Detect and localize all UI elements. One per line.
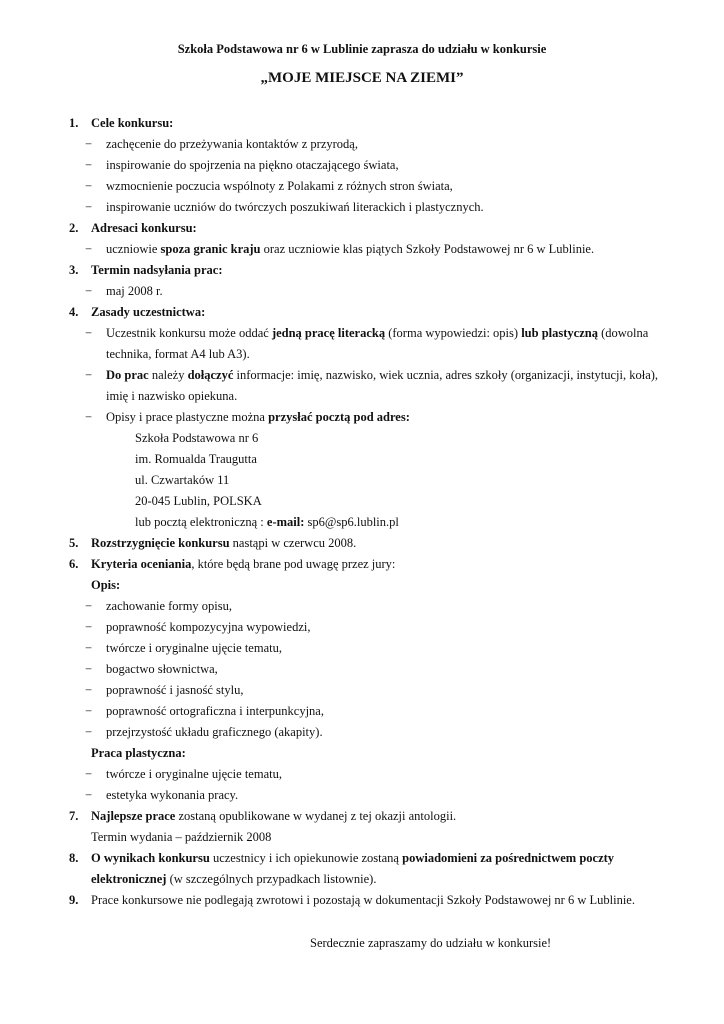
bullet-dash: − — [85, 179, 93, 193]
list-item: inspirowanie do spojrzenia na piękno otaczającego świata, — [106, 158, 399, 172]
rule-paragraph-2: Do prac należy dołączyć informacje: imię, nazwisko, wiek ucznia, adres szkoły (organizacji, instytucji, koła), — [106, 368, 659, 382]
section-4-heading: Zasady uczestnictwa: — [91, 305, 206, 319]
bullet-dash: − — [85, 326, 93, 340]
list-item: twórcze i oryginalne ujęcie tematu, — [106, 641, 282, 655]
section-9-number: 9. — [69, 893, 79, 907]
bullet-dash: − — [85, 767, 93, 781]
section-7-number: 7. — [69, 809, 79, 823]
bullet-dash: − — [85, 200, 93, 214]
intro-line: Szkoła Podstawowa nr 6 w Lublinie zaprasza do udziału w konkursie — [177, 42, 547, 56]
list-item: wzmocnienie poczucia wspólnoty z Polakami z różnych stron świata, — [106, 179, 453, 193]
list-item: maj 2008 r. — [106, 284, 163, 298]
section-1-heading: Cele konkursu: — [91, 116, 174, 130]
section-2-number: 2. — [69, 221, 79, 235]
section-1-number: 1. — [69, 116, 79, 130]
bullet-dash: − — [85, 599, 93, 613]
bullet-dash: − — [85, 788, 93, 802]
closing-line: Serdecznie zapraszamy do udziału w konkursie! — [310, 936, 552, 950]
bullet-dash: − — [85, 284, 93, 298]
rule-paragraph-3: Opisy i prace plastyczne można przysłać pocztą pod adres: — [106, 410, 410, 424]
bullet-dash: − — [85, 725, 93, 739]
bullet-dash: − — [85, 641, 93, 655]
list-item: bogactwo słownictwa, — [106, 662, 218, 676]
section-9-text: Prace konkursowe nie podlegają zwrotowi i pozostają w dokumentacji Szkoły Podstawowej nr 6 w Lublinie. — [91, 893, 635, 907]
list-item: uczniowie spoza granic kraju oraz uczniowie klas piątych Szkoły Podstawowej nr 6 w Lublinie. — [106, 242, 595, 256]
section-6-text: Kryteria oceniania, które będą brane pod uwagę przez jury: — [91, 557, 396, 571]
section-4-number: 4. — [69, 305, 79, 319]
rule-paragraph-1-cont: technika, format A4 lub A3). — [106, 347, 250, 361]
list-item: twórcze i oryginalne ujęcie tematu, — [106, 767, 282, 781]
bullet-dash: − — [85, 683, 93, 697]
criteria-description-title: Opis: — [91, 578, 121, 592]
bullet-dash: − — [85, 662, 93, 676]
section-8-text: O wynikach konkursu uczestnicy i ich opiekunowie zostaną powiadomieni za pośrednictwem poczty — [91, 851, 615, 865]
section-8-number: 8. — [69, 851, 79, 865]
contest-title: „MOJE MIEJSCE NA ZIEMI” — [260, 70, 464, 86]
list-item: estetyka wykonania pracy. — [106, 788, 239, 802]
bullet-dash: − — [85, 368, 93, 382]
email-line: lub pocztą elektroniczną : e-mail: sp6@sp6.lublin.pl — [135, 515, 399, 529]
rule-paragraph-1: Uczestnik konkursu może oddać jedną pracę literacką (forma wypowiedzi: opis) lub plastyczną (dowolna — [106, 326, 649, 340]
address-line: ul. Czwartaków 11 — [135, 473, 230, 487]
bullet-dash: − — [85, 410, 93, 424]
list-item: inspirowanie uczniów do twórczych poszukiwań literackich i plastycznych. — [106, 200, 484, 214]
section-3-heading: Termin nadsyłania prac: — [91, 263, 223, 277]
list-item: poprawność kompozycyjna wypowiedzi, — [106, 620, 311, 634]
bullet-dash: − — [85, 704, 93, 718]
bullet-dash: − — [85, 620, 93, 634]
section-6-number: 6. — [69, 557, 79, 571]
section-7-cont: Termin wydania – październik 2008 — [91, 830, 272, 844]
section-8-cont: elektronicznej (w szczególnych przypadkach listownie). — [91, 872, 377, 886]
address-line: im. Romualda Traugutta — [135, 452, 257, 466]
list-item: poprawność i jasność stylu, — [106, 683, 244, 697]
bullet-dash: − — [85, 242, 93, 256]
section-5-text: Rozstrzygnięcie konkursu nastąpi w czerwcu 2008. — [91, 536, 357, 550]
bullet-dash: − — [85, 158, 93, 172]
address-line: Szkoła Podstawowa nr 6 — [135, 431, 259, 445]
section-2-heading: Adresaci konkursu: — [91, 221, 197, 235]
section-3-number: 3. — [69, 263, 79, 277]
criteria-artwork-title: Praca plastyczna: — [91, 746, 186, 760]
list-item: przejrzystość układu graficznego (akapity). — [106, 725, 323, 739]
section-5-number: 5. — [69, 536, 79, 550]
section-7-text: Najlepsze prace zostaną opublikowane w wydanej z tej okazji antologii. — [91, 809, 457, 823]
list-item: poprawność ortograficzna i interpunkcyjna, — [106, 704, 324, 718]
address-line: 20-045 Lublin, POLSKA — [135, 494, 262, 508]
list-item: zachowanie formy opisu, — [106, 599, 233, 613]
bullet-dash: − — [85, 137, 93, 151]
rule-paragraph-2-cont: imię i nazwisko opiekuna. — [106, 389, 238, 403]
list-item: zachęcenie do przeżywania kontaktów z przyrodą, — [106, 137, 358, 151]
